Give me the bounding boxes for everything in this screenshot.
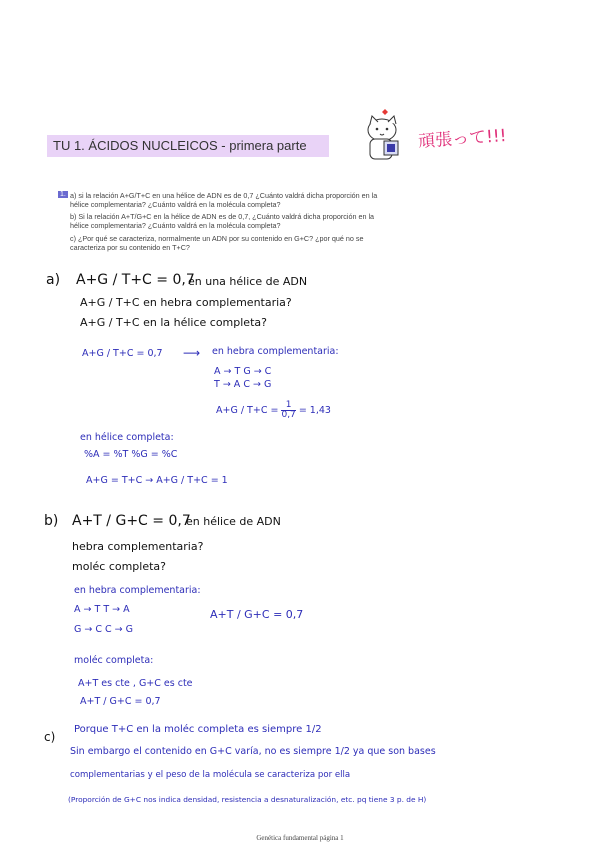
answer-a-line3: A+G / T+C en la hélice completa? — [80, 316, 267, 329]
question-c: c) ¿Por qué se caracteriza, normalmente un ADN por su contenido en G+C? ¿por qué no se caracteriza por su contenido en T+C? — [70, 234, 364, 252]
answer-a-result-label: A+G / T+C = — [216, 405, 279, 416]
answer-c-line4: (Proporción de G+C nos indica densidad, resistencia a desnaturalización, etc. pq tiene 3 p. de H) — [68, 795, 427, 804]
answer-a-complete-eq2: A+G = T+C → A+G / T+C = 1 — [86, 475, 228, 486]
answer-a-pairs1: A → T G → C — [214, 366, 272, 377]
answer-c-line3: complementarias y el peso de la molécula se caracteriza por ella — [70, 770, 351, 780]
answer-a-arrow: ⟶ — [183, 346, 201, 360]
answer-c-line2: Sin embargo el contenido en G+C varía, no es siempre 1/2 ya que son bases — [70, 746, 436, 757]
answer-b-complete-eq2: A+T / G+C = 0,7 — [80, 696, 161, 707]
answer-b-pairs2: G → C C → G — [74, 624, 134, 635]
answer-b-complete-label: moléc completa: — [74, 655, 154, 666]
question-b: b) Si la relación A+T/G+C en la hélice de ADN es de 0,7, ¿Cuánto valdrá dicha proporción en la hélice complementaria? ¿Cuánto valdrá en la molécula completa? — [70, 212, 375, 230]
answer-b-line1b: en hélice de ADN — [186, 515, 281, 528]
answer-b-complete-eq1: A+T es cte , G+C es cte — [78, 678, 193, 689]
answer-a-complete-eq1: %A = %T %G = %C — [84, 449, 178, 460]
answer-a-label: a) — [46, 272, 61, 288]
cat-sticker-icon — [360, 108, 410, 163]
answer-b-label: b) — [44, 513, 59, 529]
answer-a-line2: A+G / T+C en hebra complementaria? — [80, 296, 292, 309]
question-a: a) si la relación A+G/T+C en una hélice de ADN es de 0,7 ¿Cuánto valdrá dicha proporción en la hélice complementaria? ¿Cuánto valdrá en la molécula completa? — [70, 191, 378, 209]
question-number-badge: 1. — [60, 191, 66, 198]
page-footer: Genética fundamental página 1 — [256, 834, 344, 842]
answer-a-fraction — [281, 401, 295, 420]
answer-a-result — [216, 401, 331, 420]
answer-a-blue1b: en hebra complementaria: — [212, 346, 339, 357]
answer-a-result-value: = 1,43 — [298, 405, 331, 416]
answer-a-pairs2: T → A C → G — [214, 379, 272, 390]
answer-a-blue1: A+G / T+C = 0,7 — [82, 348, 163, 359]
answer-c-label: c) — [44, 730, 56, 744]
answer-b-result: A+T / G+C = 0,7 — [210, 608, 304, 621]
answer-a-complete-label: en hélice completa: — [80, 432, 174, 443]
page-title: TU 1. ÁCIDOS NUCLEICOS - primera parte — [47, 135, 329, 157]
answer-b-pairs1: A → T T → A — [74, 604, 130, 615]
fraction-denominator: 0,7 — [281, 410, 296, 420]
answer-a-line1b: en una hélice de ADN — [188, 275, 308, 288]
answer-b-line3: moléc completa? — [72, 560, 167, 573]
answer-b-blue1: en hebra complementaria: — [74, 585, 201, 596]
answer-b-line1: A+T / G+C = 0,7 — [72, 513, 191, 529]
answer-b-line2: hebra complementaria? — [72, 540, 204, 553]
fraction-numerator: 1 — [281, 401, 295, 411]
answer-a-line1: A+G / T+C = 0,7 — [76, 272, 195, 288]
sticker-text: 頑張って!!! — [417, 125, 508, 153]
answer-c-line1: Porque T+C en la moléc completa es siempre 1/2 — [74, 724, 322, 735]
